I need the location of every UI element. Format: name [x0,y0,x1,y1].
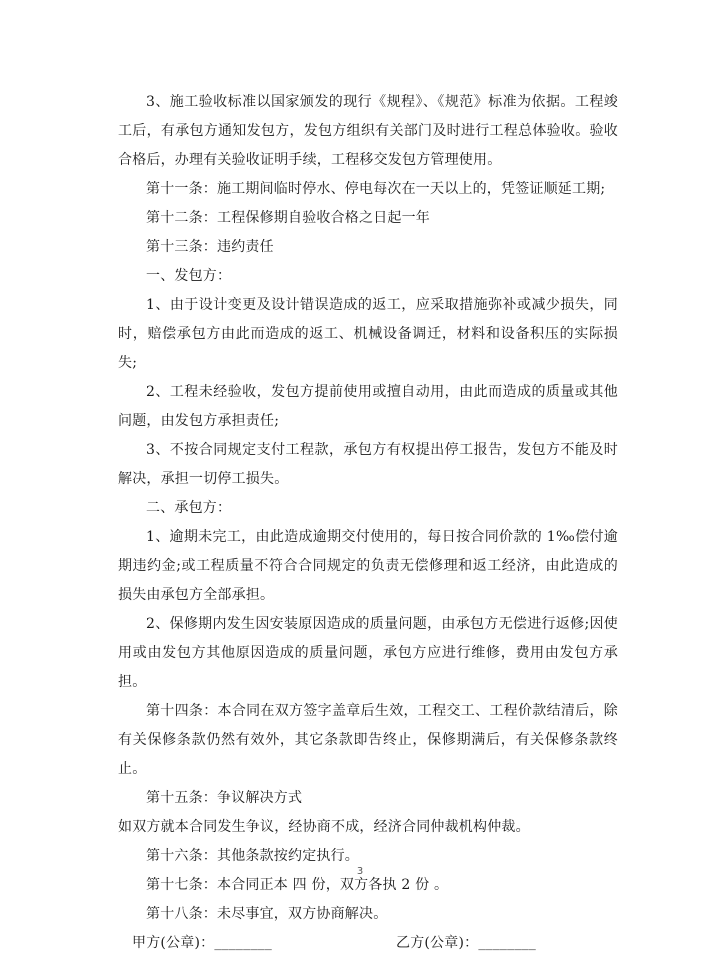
document-body [118,88,618,958]
signature-row [118,929,618,958]
article-11: 第十一条：施工期间临时停水、停电每次在一天以上的，凭签证顺延工期; [146,181,606,197]
article-17: 第十七条：本合同正本 四 份，双方各执 2 份 。 [146,877,449,893]
article-12: 第十二条：工程保修期自验收合格之日起一年 [146,210,430,226]
article-15-heading: 第十五条：争议解决方式 [146,790,303,806]
employer-clause-1: 1、由于设计变更及设计错误造成的返工，应采取措施弥补或减少损失，同时，赔偿承包方由此而造成的返工、机械设备调迁，材料和设备积压的实际损失; [118,297,618,371]
contractor-heading: 二、承包方： [146,500,232,516]
article-14: 第十四条：本合同在双方签字盖章后生效，工程交工、工程价款结清后，除有关保修条款仍然有效外，其它条款即告终止，保修期满后，有关保修条款终止。 [118,703,618,777]
article-13-heading: 第十三条：违约责任 [146,239,274,255]
paragraph-acceptance-standard: 3、施工验收标准以国家颁发的现行《规程》、《规范》标准为依据。工程竣工后，有承包方通知发包方，发包方组织有关部门及时进行工程总体验收。验收合格后，办理有关验收证明手续，工程移交发包方管理使用。 [118,94,618,168]
party-a-signature: 甲方(公章)：________ [132,935,272,951]
party-b-signature: 乙方(公章)：________ [396,935,536,951]
article-18: 第十八条：未尽事宜，双方协商解决。 [146,906,388,922]
article-16: 第十六条：其他条款按约定执行。 [146,848,359,864]
employer-clause-3: 3、不按合同规定支付工程款，承包方有权提出停工报告，发包方不能及时解决，承担一切停工损失。 [118,442,618,487]
dispute-resolution-text: 如双方就本合同发生争议，经协商不成，经济合同仲裁机构仲裁。 [118,819,530,835]
page-number: 3 [356,866,364,877]
employer-clause-2: 2、工程未经验收，发包方提前使用或擅自动用，由此而造成的质量或其他问题，由发包方承担责任; [118,384,618,429]
employer-heading: 一、发包方： [146,268,232,284]
contractor-clause-1: 1、逾期未完工，由此造成逾期交付使用的，每日按合同价款的 1‰偿付逾期违约金;或工程质量不符合合同规定的负责无偿修理和返工经济，由此造成的损失由承包方全部承担。 [118,529,618,603]
contractor-clause-2: 2、保修期内发生因安装原因造成的质量问题，由承包方无偿进行返修;因使用或由发包方其他原因造成的质量问题，承包方应进行维修，费用由发包方承担。 [118,616,618,690]
